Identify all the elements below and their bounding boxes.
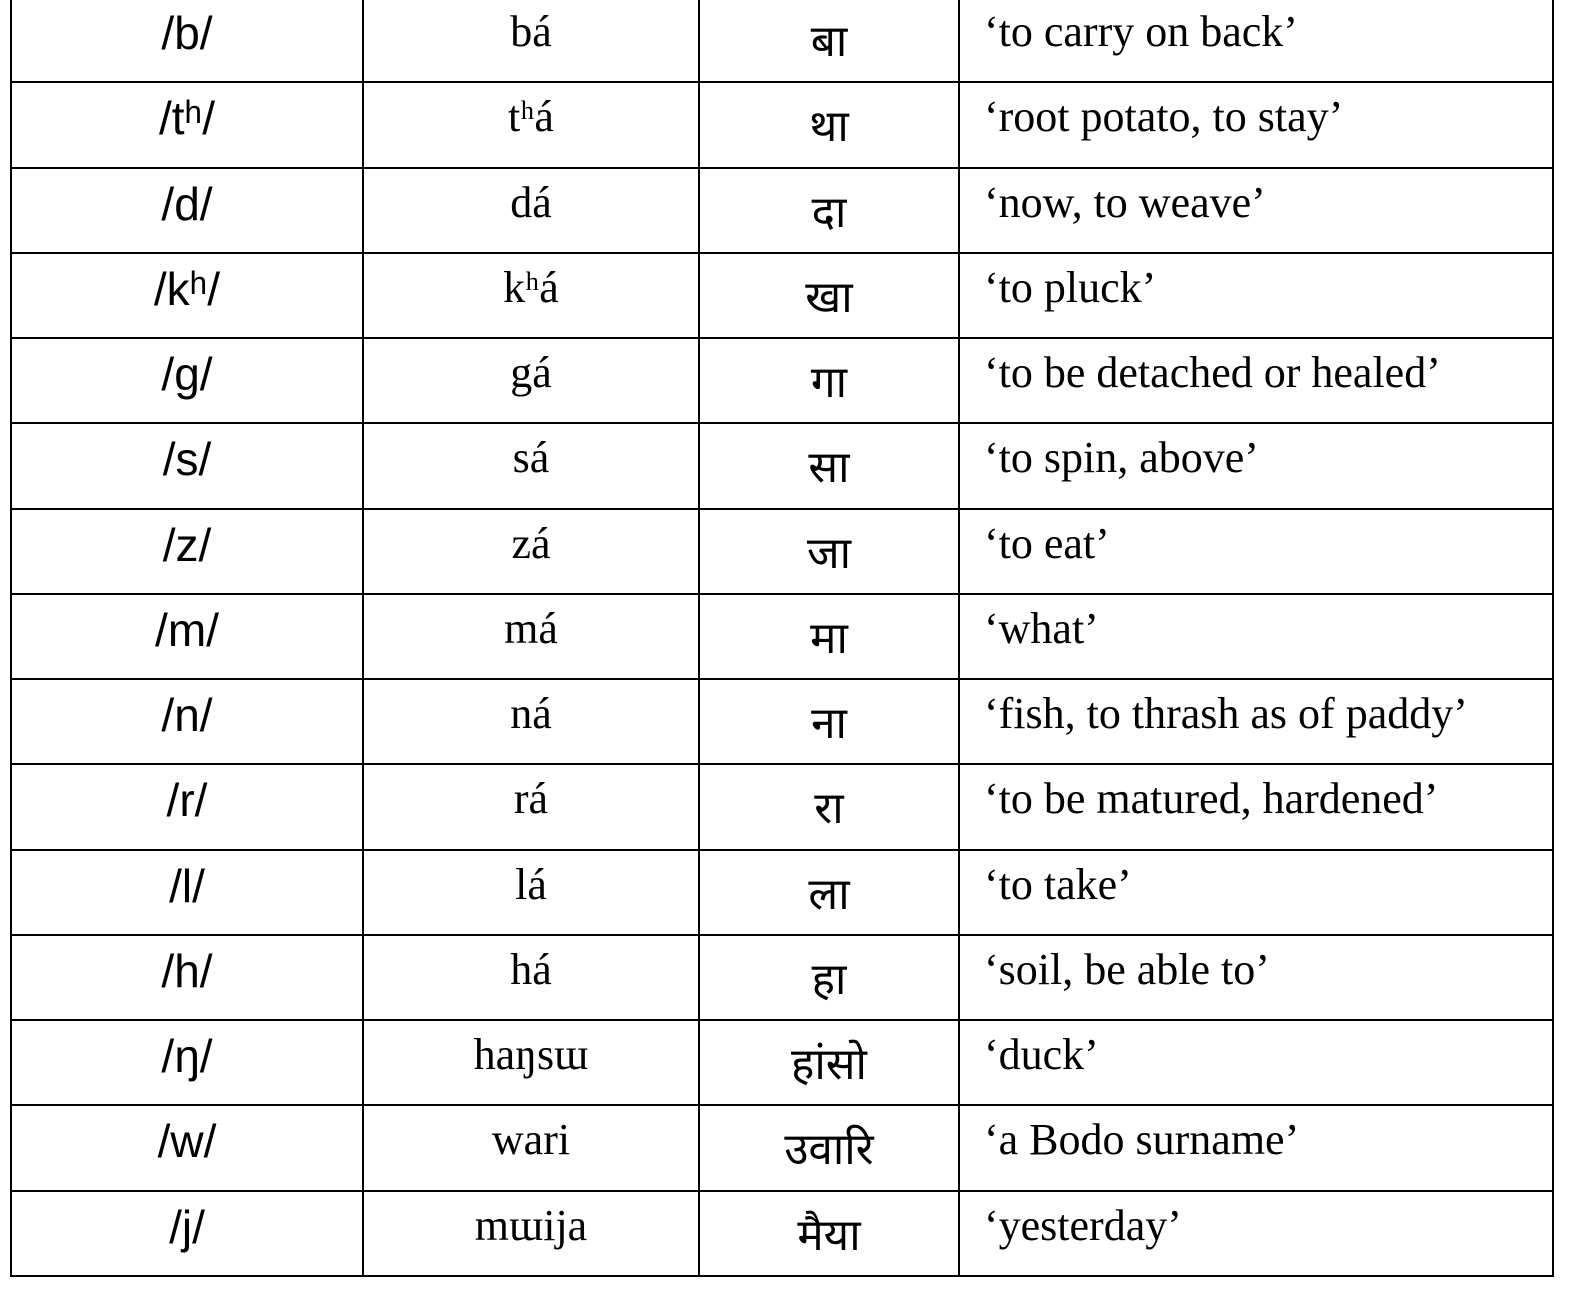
table-row [11, 594, 1553, 679]
roman-text: sá [512, 433, 550, 483]
roman-text: zá [511, 518, 551, 568]
gloss-text: ‘now, to weave’ [984, 177, 1266, 227]
gloss-cell [959, 253, 1553, 338]
gloss-cell [959, 338, 1553, 423]
roman-text: há [510, 944, 552, 994]
phoneme-cell [11, 0, 363, 82]
devanagari-text: सा [808, 442, 850, 494]
roman-cell [363, 1191, 699, 1276]
table-row [11, 679, 1553, 764]
devanagari-cell [699, 679, 959, 764]
roman-text: kʰá [503, 262, 559, 312]
devanagari-cell [699, 338, 959, 423]
gloss-cell [959, 1105, 1553, 1190]
phoneme-text: /m/ [155, 603, 219, 656]
roman-text: tʰá [508, 92, 554, 142]
phoneme-cell [11, 168, 363, 253]
roman-cell [363, 935, 699, 1020]
devanagari-cell [699, 0, 959, 82]
table-row [11, 168, 1553, 253]
roman-cell [363, 850, 699, 935]
table-row [11, 1105, 1553, 1190]
roman-text: wari [491, 1115, 571, 1165]
phoneme-text: /kʰ/ [153, 262, 221, 315]
devanagari-cell [699, 82, 959, 167]
phoneme-text: /h/ [161, 944, 213, 997]
gloss-text: ‘yesterday’ [984, 1200, 1182, 1250]
roman-cell [363, 1020, 699, 1105]
phoneme-cell [11, 82, 363, 167]
table-row [11, 1191, 1553, 1276]
phoneme-text: /tʰ/ [159, 92, 215, 145]
devanagari-cell [699, 1191, 959, 1276]
gloss-cell [959, 1191, 1553, 1276]
roman-text: gá [510, 348, 552, 398]
devanagari-text: ला [808, 868, 850, 920]
roman-cell [363, 82, 699, 167]
roman-cell [363, 423, 699, 508]
gloss-cell [959, 168, 1553, 253]
gloss-text: ‘to eat’ [984, 518, 1110, 568]
gloss-cell [959, 82, 1553, 167]
gloss-cell [959, 509, 1553, 594]
table-row [11, 423, 1553, 508]
phoneme-text: /n/ [161, 689, 213, 742]
phoneme-text: /ŋ/ [161, 1030, 213, 1083]
phoneme-cell [11, 1191, 363, 1276]
table-row [11, 253, 1553, 338]
devanagari-text: ना [811, 698, 847, 750]
roman-text: bá [510, 7, 552, 56]
phoneme-cell [11, 850, 363, 935]
devanagari-text: हा [811, 953, 847, 1005]
phoneme-cell [11, 1020, 363, 1105]
table-row [11, 935, 1553, 1020]
phoneme-cell [11, 253, 363, 338]
devanagari-text: था [809, 101, 849, 153]
gloss-text: ‘to be matured, hardened’ [984, 774, 1439, 824]
phoneme-cell [11, 423, 363, 508]
phoneme-text: /g/ [161, 348, 213, 401]
roman-cell [363, 509, 699, 594]
phoneme-cell [11, 679, 363, 764]
table-row [11, 82, 1553, 167]
table-row [11, 1020, 1553, 1105]
roman-text: mɯija [474, 1200, 588, 1250]
gloss-cell [959, 764, 1553, 849]
devanagari-text: बा [810, 16, 848, 67]
gloss-cell [959, 594, 1553, 679]
devanagari-text: खा [805, 271, 853, 323]
roman-text: ná [510, 689, 552, 739]
gloss-cell [959, 850, 1553, 935]
roman-text: haŋsɯ [473, 1030, 589, 1080]
gloss-text: ‘to pluck’ [984, 262, 1157, 312]
roman-cell [363, 1105, 699, 1190]
devanagari-cell [699, 253, 959, 338]
gloss-cell [959, 423, 1553, 508]
roman-cell [363, 679, 699, 764]
consonant-table [10, 0, 1554, 1277]
phoneme-cell [11, 594, 363, 679]
roman-text: dá [510, 177, 552, 227]
devanagari-cell [699, 168, 959, 253]
gloss-cell [959, 679, 1553, 764]
roman-cell [363, 594, 699, 679]
devanagari-cell [699, 509, 959, 594]
table-row [11, 509, 1553, 594]
roman-text: rá [513, 774, 549, 824]
devanagari-cell [699, 764, 959, 849]
phoneme-cell [11, 764, 363, 849]
devanagari-cell [699, 935, 959, 1020]
phoneme-cell [11, 935, 363, 1020]
gloss-text: ‘to spin, above’ [984, 433, 1259, 483]
phoneme-text: /r/ [166, 774, 208, 827]
gloss-text: ‘to take’ [984, 859, 1132, 909]
devanagari-cell [699, 1020, 959, 1105]
table-body [11, 0, 1553, 1276]
devanagari-text: हांसो [791, 1039, 867, 1091]
gloss-text: ‘what’ [984, 603, 1099, 653]
gloss-text: ‘soil, be able to’ [984, 944, 1270, 994]
roman-cell [363, 764, 699, 849]
phoneme-cell [11, 338, 363, 423]
roman-text: má [504, 603, 558, 653]
gloss-cell [959, 935, 1553, 1020]
gloss-text: ‘duck’ [984, 1030, 1099, 1080]
gloss-text: ‘fish, to thrash as of paddy’ [984, 689, 1468, 739]
devanagari-text: मा [810, 612, 848, 664]
devanagari-cell [699, 1105, 959, 1190]
gloss-text: ‘to be detached or healed’ [984, 348, 1441, 398]
gloss-cell [959, 0, 1553, 82]
phoneme-text: /b/ [161, 7, 213, 59]
devanagari-text: जा [806, 527, 852, 579]
table-row [11, 0, 1553, 82]
phoneme-text: /l/ [169, 859, 205, 912]
phoneme-text: /d/ [161, 177, 213, 230]
gloss-text: ‘a Bodo surname’ [984, 1115, 1300, 1165]
roman-cell [363, 253, 699, 338]
devanagari-text: गा [810, 357, 848, 409]
phoneme-cell [11, 1105, 363, 1190]
roman-cell [363, 338, 699, 423]
devanagari-cell [699, 423, 959, 508]
devanagari-text: दा [811, 186, 847, 238]
gloss-text: ‘to carry on back’ [984, 7, 1298, 56]
phoneme-text: /s/ [162, 433, 212, 486]
phoneme-text: /z/ [162, 518, 212, 571]
table-row [11, 338, 1553, 423]
roman-cell [363, 0, 699, 82]
phoneme-text: /w/ [157, 1115, 217, 1168]
gloss-cell [959, 1020, 1553, 1105]
table-row [11, 764, 1553, 849]
phoneme-text: /j/ [169, 1200, 205, 1253]
devanagari-cell [699, 850, 959, 935]
devanagari-text: उवारि [784, 1124, 874, 1176]
table-row [11, 850, 1553, 935]
gloss-text: ‘root potato, to stay’ [984, 92, 1344, 142]
phoneme-cell [11, 509, 363, 594]
roman-cell [363, 168, 699, 253]
roman-text: lá [515, 859, 547, 909]
devanagari-text: मैया [797, 1209, 861, 1261]
devanagari-cell [699, 594, 959, 679]
devanagari-text: रा [814, 783, 844, 835]
